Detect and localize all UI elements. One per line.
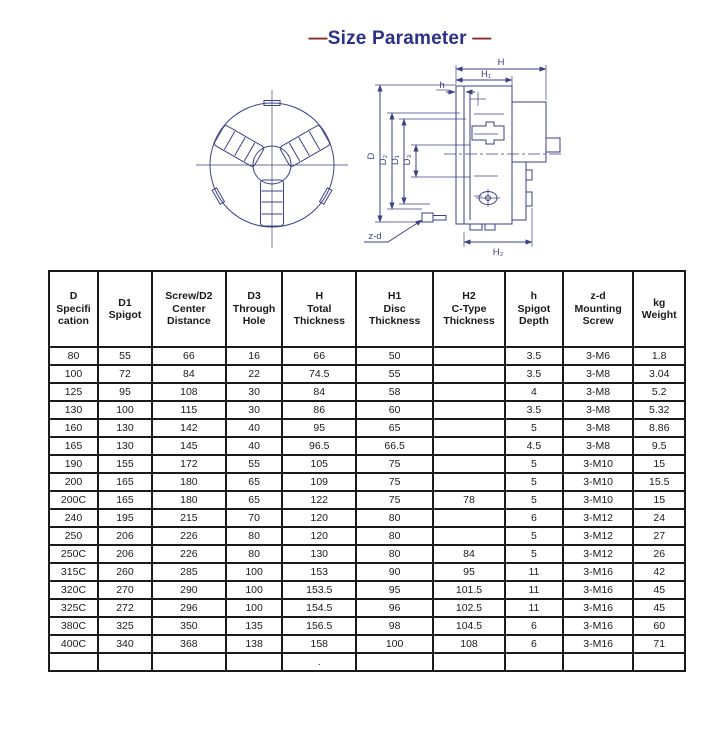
table-cell: 125 — [49, 383, 98, 401]
table-cell — [633, 653, 685, 671]
table-cell: 172 — [152, 455, 226, 473]
table-cell: 3-M8 — [563, 437, 634, 455]
table-cell: 120 — [282, 527, 356, 545]
table-row — [49, 419, 685, 437]
table-cell — [433, 401, 505, 419]
table-cell: 100 — [49, 365, 98, 383]
table-cell: 130 — [282, 545, 356, 563]
table-cell: 200 — [49, 473, 98, 491]
dim-label-h-spigot: h — [439, 80, 445, 91]
table-cell: 368 — [152, 635, 226, 653]
table-cell: 138 — [226, 635, 283, 653]
table-cell: 80 — [49, 347, 98, 365]
table-cell: 90 — [356, 563, 433, 581]
title-right-dash: — — [472, 28, 492, 49]
table-cell: 3.04 — [633, 365, 685, 383]
dim-label-h2: H₂ — [492, 247, 504, 258]
table-cell: 122 — [282, 491, 356, 509]
table-cell: 84 — [152, 365, 226, 383]
table-cell: 80 — [356, 545, 433, 563]
table-cell: 50 — [356, 347, 433, 365]
table-cell: 165 — [98, 473, 152, 491]
chuck-jaw — [279, 125, 330, 168]
technical-drawing — [170, 56, 562, 264]
table-cell: 250C — [49, 545, 98, 563]
table-cell: 100 — [226, 563, 283, 581]
col-header-kg-weight: kg Weight — [633, 271, 685, 347]
table-cell: 98 — [356, 617, 433, 635]
table-cell: 11 — [505, 581, 563, 599]
table-cell: 102.5 — [433, 599, 505, 617]
table-cell: 101.5 — [433, 581, 505, 599]
table-cell: 66 — [152, 347, 226, 365]
dim-label-d2: D₂ — [378, 154, 389, 166]
table-header-row — [49, 271, 685, 347]
table-row — [49, 527, 685, 545]
table-cell: 3-M10 — [563, 473, 634, 491]
table-cell: 60 — [356, 401, 433, 419]
table-row — [49, 581, 685, 599]
table-cell: 15 — [633, 491, 685, 509]
table-cell: 160 — [49, 419, 98, 437]
table-cell — [433, 437, 505, 455]
table-cell: 250 — [49, 527, 98, 545]
chuck-side-view — [422, 86, 562, 230]
table-cell: 195 — [98, 509, 152, 527]
col-header-d-specifi-cation: D Specifi cation — [49, 271, 98, 347]
table-cell: 158 — [282, 635, 356, 653]
table-cell: 40 — [226, 419, 283, 437]
table-cell: 27 — [633, 527, 685, 545]
table-cell: 3-M16 — [563, 635, 634, 653]
table-cell: 165 — [49, 437, 98, 455]
table-cell: 95 — [282, 419, 356, 437]
table-cell: 104.5 — [433, 617, 505, 635]
page-title — [0, 28, 718, 50]
table-cell: 206 — [98, 545, 152, 563]
table-cell: 5 — [505, 419, 563, 437]
table-cell: 206 — [98, 527, 152, 545]
table-cell — [226, 653, 283, 671]
table-cell: 3-M12 — [563, 527, 634, 545]
table-cell: 66.5 — [356, 437, 433, 455]
table-cell: 5 — [505, 545, 563, 563]
table-cell: 3-M16 — [563, 581, 634, 599]
table-cell: 100 — [226, 581, 283, 599]
table-cell: 180 — [152, 491, 226, 509]
table-cell: 200C — [49, 491, 98, 509]
table-cell — [433, 527, 505, 545]
table-cell: 96.5 — [282, 437, 356, 455]
table-cell: 270 — [98, 581, 152, 599]
table-cell: 5.32 — [633, 401, 685, 419]
table-cell — [49, 653, 98, 671]
dim-label-d1: D₁ — [390, 154, 401, 166]
table-row — [49, 509, 685, 527]
table-cell: 80 — [226, 545, 283, 563]
table-cell: 5 — [505, 491, 563, 509]
table-cell: 75 — [356, 491, 433, 509]
table-cell: 156.5 — [282, 617, 356, 635]
dim-label-d: D — [366, 152, 377, 160]
table-cell: 65 — [356, 419, 433, 437]
table-cell: 58 — [356, 383, 433, 401]
table-cell: 71 — [633, 635, 685, 653]
table-cell — [563, 653, 634, 671]
table-cell: 72 — [98, 365, 152, 383]
table-cell: . — [282, 653, 356, 671]
table-cell: 45 — [633, 581, 685, 599]
table-cell: 5.2 — [633, 383, 685, 401]
table-cell: 5 — [505, 527, 563, 545]
table-cell: 3-M10 — [563, 491, 634, 509]
table-cell: 272 — [98, 599, 152, 617]
col-header-d3-through-hole: D3 Through Hole — [226, 271, 283, 347]
table-cell: 3.5 — [505, 365, 563, 383]
table-cell: 100 — [98, 401, 152, 419]
table-cell: 290 — [152, 581, 226, 599]
table-cell: 145 — [152, 437, 226, 455]
table-cell: 296 — [152, 599, 226, 617]
table-cell: 100 — [356, 635, 433, 653]
table-cell: 6 — [505, 617, 563, 635]
table-cell: 65 — [226, 491, 283, 509]
table-cell: 120 — [282, 509, 356, 527]
table-cell: 380C — [49, 617, 98, 635]
table-cell: 42 — [633, 563, 685, 581]
table-cell: 84 — [433, 545, 505, 563]
table-row — [49, 563, 685, 581]
table-row — [49, 491, 685, 509]
table-cell: 130 — [98, 437, 152, 455]
table-cell: 320C — [49, 581, 98, 599]
table-cell: 30 — [226, 401, 283, 419]
table-cell: 40 — [226, 437, 283, 455]
table-cell: 3-M16 — [563, 617, 634, 635]
table-cell: 240 — [49, 509, 98, 527]
table-cell: 135 — [226, 617, 283, 635]
table-cell: 66 — [282, 347, 356, 365]
table-cell: 108 — [152, 383, 226, 401]
table-cell: 3-M16 — [563, 563, 634, 581]
table-cell: 153 — [282, 563, 356, 581]
table-row — [49, 347, 685, 365]
table-cell: 3-M8 — [563, 365, 634, 383]
table-cell: 6 — [505, 635, 563, 653]
table-cell: 5 — [505, 473, 563, 491]
table-cell: 60 — [633, 617, 685, 635]
table-cell — [152, 653, 226, 671]
table-cell: 154.5 — [282, 599, 356, 617]
table-cell: 55 — [356, 365, 433, 383]
table-body — [49, 347, 685, 671]
table-cell: 400C — [49, 635, 98, 653]
table-cell: 11 — [505, 563, 563, 581]
table-cell: 75 — [356, 473, 433, 491]
table-cell: 15 — [633, 455, 685, 473]
table-row — [49, 365, 685, 383]
table-cell: 3-M10 — [563, 455, 634, 473]
dim-label-zd: z-d — [368, 231, 382, 242]
table-cell: 4 — [505, 383, 563, 401]
table-cell: 108 — [433, 635, 505, 653]
table-cell — [98, 653, 152, 671]
table-cell: 96 — [356, 599, 433, 617]
table-row — [49, 617, 685, 635]
table-cell: 45 — [633, 599, 685, 617]
table-cell: 80 — [356, 509, 433, 527]
table-cell: 24 — [633, 509, 685, 527]
table-row — [49, 653, 685, 671]
table-cell: 3-M8 — [563, 401, 634, 419]
table-cell: 55 — [226, 455, 283, 473]
table-cell — [433, 419, 505, 437]
table-cell: 260 — [98, 563, 152, 581]
table-cell: 80 — [356, 527, 433, 545]
chuck-front-view — [196, 90, 348, 248]
table-cell — [433, 365, 505, 383]
table-cell: 65 — [226, 473, 283, 491]
col-header-screw-d2-center-distance: Screw/D2 Center Distance — [152, 271, 226, 347]
col-header-d1-spigot: D1 Spigot — [98, 271, 152, 347]
table-cell: 30 — [226, 383, 283, 401]
table-cell: 11 — [505, 599, 563, 617]
table-cell — [433, 509, 505, 527]
table-row — [49, 401, 685, 419]
table-cell: 190 — [49, 455, 98, 473]
table-cell: 109 — [282, 473, 356, 491]
col-header-z-d-mounting-screw: z-d Mounting Screw — [563, 271, 634, 347]
table-row — [49, 545, 685, 563]
table-cell: 55 — [98, 347, 152, 365]
dimension-lines — [364, 57, 546, 258]
table-cell: 325C — [49, 599, 98, 617]
table-cell: 5 — [505, 455, 563, 473]
table-cell — [356, 653, 433, 671]
table-row — [49, 455, 685, 473]
table-cell: 142 — [152, 419, 226, 437]
table-cell: 70 — [226, 509, 283, 527]
table-cell: 3-M6 — [563, 347, 634, 365]
dim-label-h1: H₁ — [480, 69, 492, 80]
table-cell: 95 — [433, 563, 505, 581]
table-cell: 153.5 — [282, 581, 356, 599]
table-cell: 6 — [505, 509, 563, 527]
table-cell — [433, 383, 505, 401]
table-cell: 226 — [152, 527, 226, 545]
table-cell: 340 — [98, 635, 152, 653]
table-cell: 155 — [98, 455, 152, 473]
table-cell: 3.5 — [505, 401, 563, 419]
table-cell: 74.5 — [282, 365, 356, 383]
table-cell: 8.86 — [633, 419, 685, 437]
col-header-h-total-thickness: H Total Thickness — [282, 271, 356, 347]
table-cell: 86 — [282, 401, 356, 419]
table-cell: 315C — [49, 563, 98, 581]
table-cell: 350 — [152, 617, 226, 635]
table-cell: 3-M16 — [563, 599, 634, 617]
table-cell: 9.5 — [633, 437, 685, 455]
col-header-h1-disc-thickness: H1 Disc Thickness — [356, 271, 433, 347]
size-parameter-table — [48, 270, 686, 672]
table-cell: 130 — [49, 401, 98, 419]
table-row — [49, 437, 685, 455]
table-cell: 105 — [282, 455, 356, 473]
table-cell: 115 — [152, 401, 226, 419]
table-cell: 180 — [152, 473, 226, 491]
table-cell: 1.8 — [633, 347, 685, 365]
table-cell: 80 — [226, 527, 283, 545]
table-cell — [433, 653, 505, 671]
dim-label-d3: D₃ — [402, 154, 413, 166]
col-header-h2-c-type-thickness: H2 C-Type Thickness — [433, 271, 505, 347]
table-row — [49, 383, 685, 401]
table-cell: 84 — [282, 383, 356, 401]
table-cell: 226 — [152, 545, 226, 563]
table-cell — [433, 455, 505, 473]
table-cell: 78 — [433, 491, 505, 509]
title-left-dash: — — [308, 28, 328, 49]
table-cell: 3.5 — [505, 347, 563, 365]
table-cell: 100 — [226, 599, 283, 617]
table-cell: 165 — [98, 491, 152, 509]
table-cell: 26 — [633, 545, 685, 563]
table-header — [49, 271, 685, 347]
table-cell: 325 — [98, 617, 152, 635]
dim-label-h-total: H — [497, 57, 505, 68]
table-cell: 4.5 — [505, 437, 563, 455]
table-cell: 285 — [152, 563, 226, 581]
col-header-h-spigot-depth: h Spigot Depth — [505, 271, 563, 347]
table-cell: 95 — [98, 383, 152, 401]
table-cell: 3-M8 — [563, 383, 634, 401]
table-row — [49, 473, 685, 491]
table-cell: 75 — [356, 455, 433, 473]
table-cell — [433, 347, 505, 365]
table-cell: 3-M12 — [563, 509, 634, 527]
table-cell — [433, 473, 505, 491]
table-cell — [505, 653, 563, 671]
table-cell: 16 — [226, 347, 283, 365]
table-cell: 15.5 — [633, 473, 685, 491]
table-cell: 130 — [98, 419, 152, 437]
table-cell: 3-M8 — [563, 419, 634, 437]
table-row — [49, 635, 685, 653]
table-cell: 3-M12 — [563, 545, 634, 563]
table-cell: 215 — [152, 509, 226, 527]
table-cell: 95 — [356, 581, 433, 599]
table-row — [49, 599, 685, 617]
chuck-jaw — [213, 125, 264, 168]
table-cell: 22 — [226, 365, 283, 383]
page-title-text: Size Parameter — [327, 28, 467, 49]
